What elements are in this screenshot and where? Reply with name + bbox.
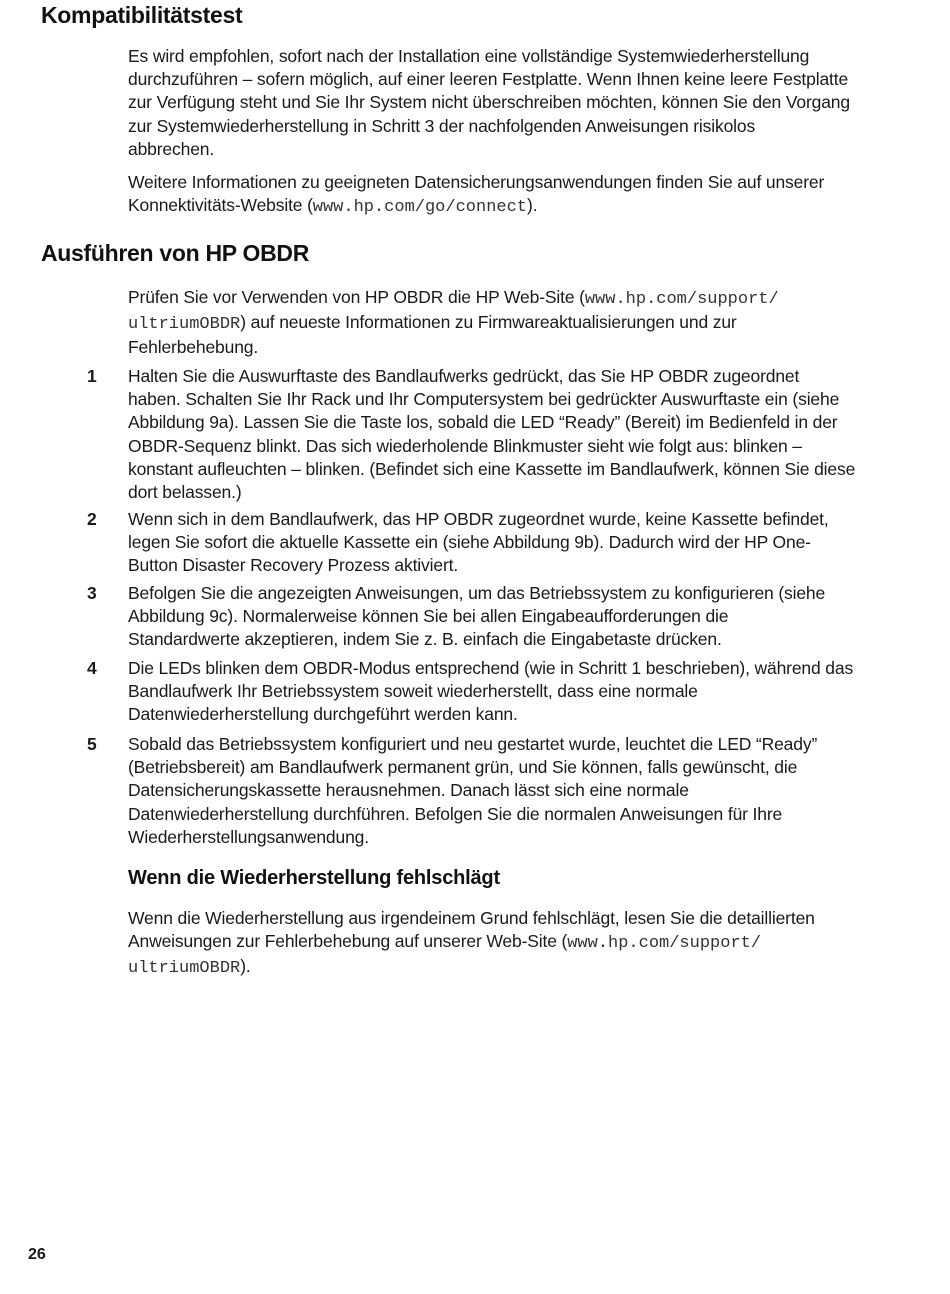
text-line: Datenwiederherstellung durchgeführt werden kann.	[128, 704, 518, 725]
step-number: 2	[87, 509, 97, 529]
step-number: 5	[87, 734, 97, 754]
text-line	[128, 311, 900, 336]
text-line: durchzuführen – sofern möglich, auf einer leeren Festplatte. Wenn Ihnen keine leere Festplatte	[128, 69, 849, 90]
step-text	[128, 365, 900, 504]
step-text	[128, 733, 900, 849]
step-text	[128, 657, 900, 727]
text-line: Halten Sie die Auswurftaste des Bandlaufwerks gedrückt, das Sie HP OBDR zugeordnet	[128, 366, 800, 386]
text-line: Sobald das Betriebssystem konfiguriert und neu gestartet wurde, leuchtet die LED “Ready”	[128, 734, 818, 754]
text-line: (Betriebsbereit) am Bandlaufwerk permanent grün, und Sie können, falls gewünscht, die	[128, 757, 798, 778]
text-line: abbrechen.	[128, 138, 215, 159]
text-line: Datenwiederherstellung durchführen. Befolgen Sie die normalen Anweisungen für Ihre	[128, 803, 783, 824]
text-fragment: Anweisungen zur Fehlerbehebung auf unserer Web-Site (	[128, 931, 568, 952]
text-line	[128, 955, 900, 980]
page-number: 26	[28, 1246, 46, 1263]
text-fragment: Konnektivitäts-Website (	[128, 195, 313, 216]
text-fragment: ) auf neueste Informationen zu Firmwareaktualisierungen und zur	[240, 312, 737, 333]
text-line: zur Verfügung steht und Sie Ihr System nicht überschreiben möchten, können Sie den Vorgang	[128, 92, 850, 113]
text-line: Wenn die Wiederherstellung aus irgendeinem Grund fehlschlägt, lesen Sie die detaillierten	[128, 908, 815, 928]
support-url-link[interactable]: www.hp.com/support/	[584, 290, 779, 309]
failure-paragraph	[128, 907, 900, 981]
section-heading-obdr: Ausführen von HP OBDR	[41, 240, 310, 266]
support-url-link-continued[interactable]: ultriumOBDR	[128, 315, 241, 335]
text-line: Es wird empfohlen, sofort nach der Installation eine vollständige Systemwiederherstellung	[128, 46, 810, 66]
obdr-intro-paragraph	[128, 286, 900, 360]
step-text	[128, 508, 900, 578]
support-url-link-continued[interactable]: ultriumOBDR	[128, 959, 241, 979]
text-line: Bandlaufwerk Ihr Betriebssystem soweit wiederherstellt, dass eine normale	[128, 681, 698, 702]
text-line: Fehlerbehebung.	[128, 337, 259, 358]
text-line: zur Systemwiederherstellung in Schritt 3 der nachfolgenden Anweisungen risikolos	[128, 115, 756, 136]
step-number: 1	[87, 366, 97, 386]
text-fragment: ).	[527, 195, 538, 216]
text-line	[128, 194, 900, 219]
text-line: Weitere Informationen zu geeigneten Datensicherungsanwendungen finden Sie auf unserer	[128, 172, 825, 192]
compat-paragraph-2	[128, 171, 900, 219]
text-line: Die LEDs blinken dem OBDR-Modus entsprechend (wie in Schritt 1 beschrieben), während das	[128, 658, 854, 678]
text-line	[128, 286, 900, 311]
text-line	[128, 930, 900, 955]
connect-url-link[interactable]: www.hp.com/go/connect	[312, 198, 528, 218]
section-heading-compatibility: Kompatibilitätstest	[41, 2, 243, 28]
text-fragment: ).	[240, 956, 251, 977]
text-line: Wiederherstellungsanwendung.	[128, 826, 369, 847]
text-line: legen Sie sofort die aktuelle Kassette ein (siehe Abbildung 9b). Dadurch wird der HP One-	[128, 532, 811, 553]
step-number: 4	[87, 658, 97, 678]
step-text	[128, 582, 900, 652]
support-url-link[interactable]: www.hp.com/support/	[567, 934, 762, 954]
text-line: Wenn sich in dem Bandlaufwerk, das HP OBDR zugeordnet wurde, keine Kassette befindet,	[128, 509, 829, 529]
text-line: haben. Schalten Sie Ihr Rack und Ihr Computersystem bei gedrückter Auswurftaste ein (siehe	[128, 389, 840, 410]
text-line: Button Disaster Recovery Prozess aktiviert.	[128, 555, 459, 576]
text-fragment: Prüfen Sie vor Verwenden von HP OBDR die HP Web-Site (	[128, 287, 585, 307]
compat-paragraph-1	[128, 45, 900, 161]
text-line: Datensicherungskassette herausnehmen. Danach lässt sich eine normale	[128, 780, 689, 801]
step-number: 3	[87, 583, 97, 603]
subsection-heading-failure: Wenn die Wiederherstellung fehlschlägt	[128, 867, 500, 889]
text-line: Befolgen Sie die angezeigten Anweisungen, um das Betriebssystem zu konfigurieren (siehe	[128, 583, 826, 603]
text-line: Abbildung 9a). Lassen Sie die Taste los, sobald die LED “Ready” (Bereit) im Bedienfeld in der	[128, 412, 838, 433]
text-line: Standardwerte akzeptieren, indem Sie z. B. einfach die Eingabetaste drücken.	[128, 629, 722, 650]
text-line: OBDR-Sequenz blinkt. Das sich wiederholende Blinkmuster sieht wie folgt aus: blinken –	[128, 435, 802, 456]
text-line: konstant aufleuchten – blinken. (Befindet sich eine Kassette im Bandlaufwerk, können Sie diese	[128, 458, 856, 479]
text-line: dort belassen.)	[128, 482, 242, 503]
text-line: Abbildung 9c). Normalerweise können Sie bei allen Eingabeaufforderungen die	[128, 606, 729, 627]
